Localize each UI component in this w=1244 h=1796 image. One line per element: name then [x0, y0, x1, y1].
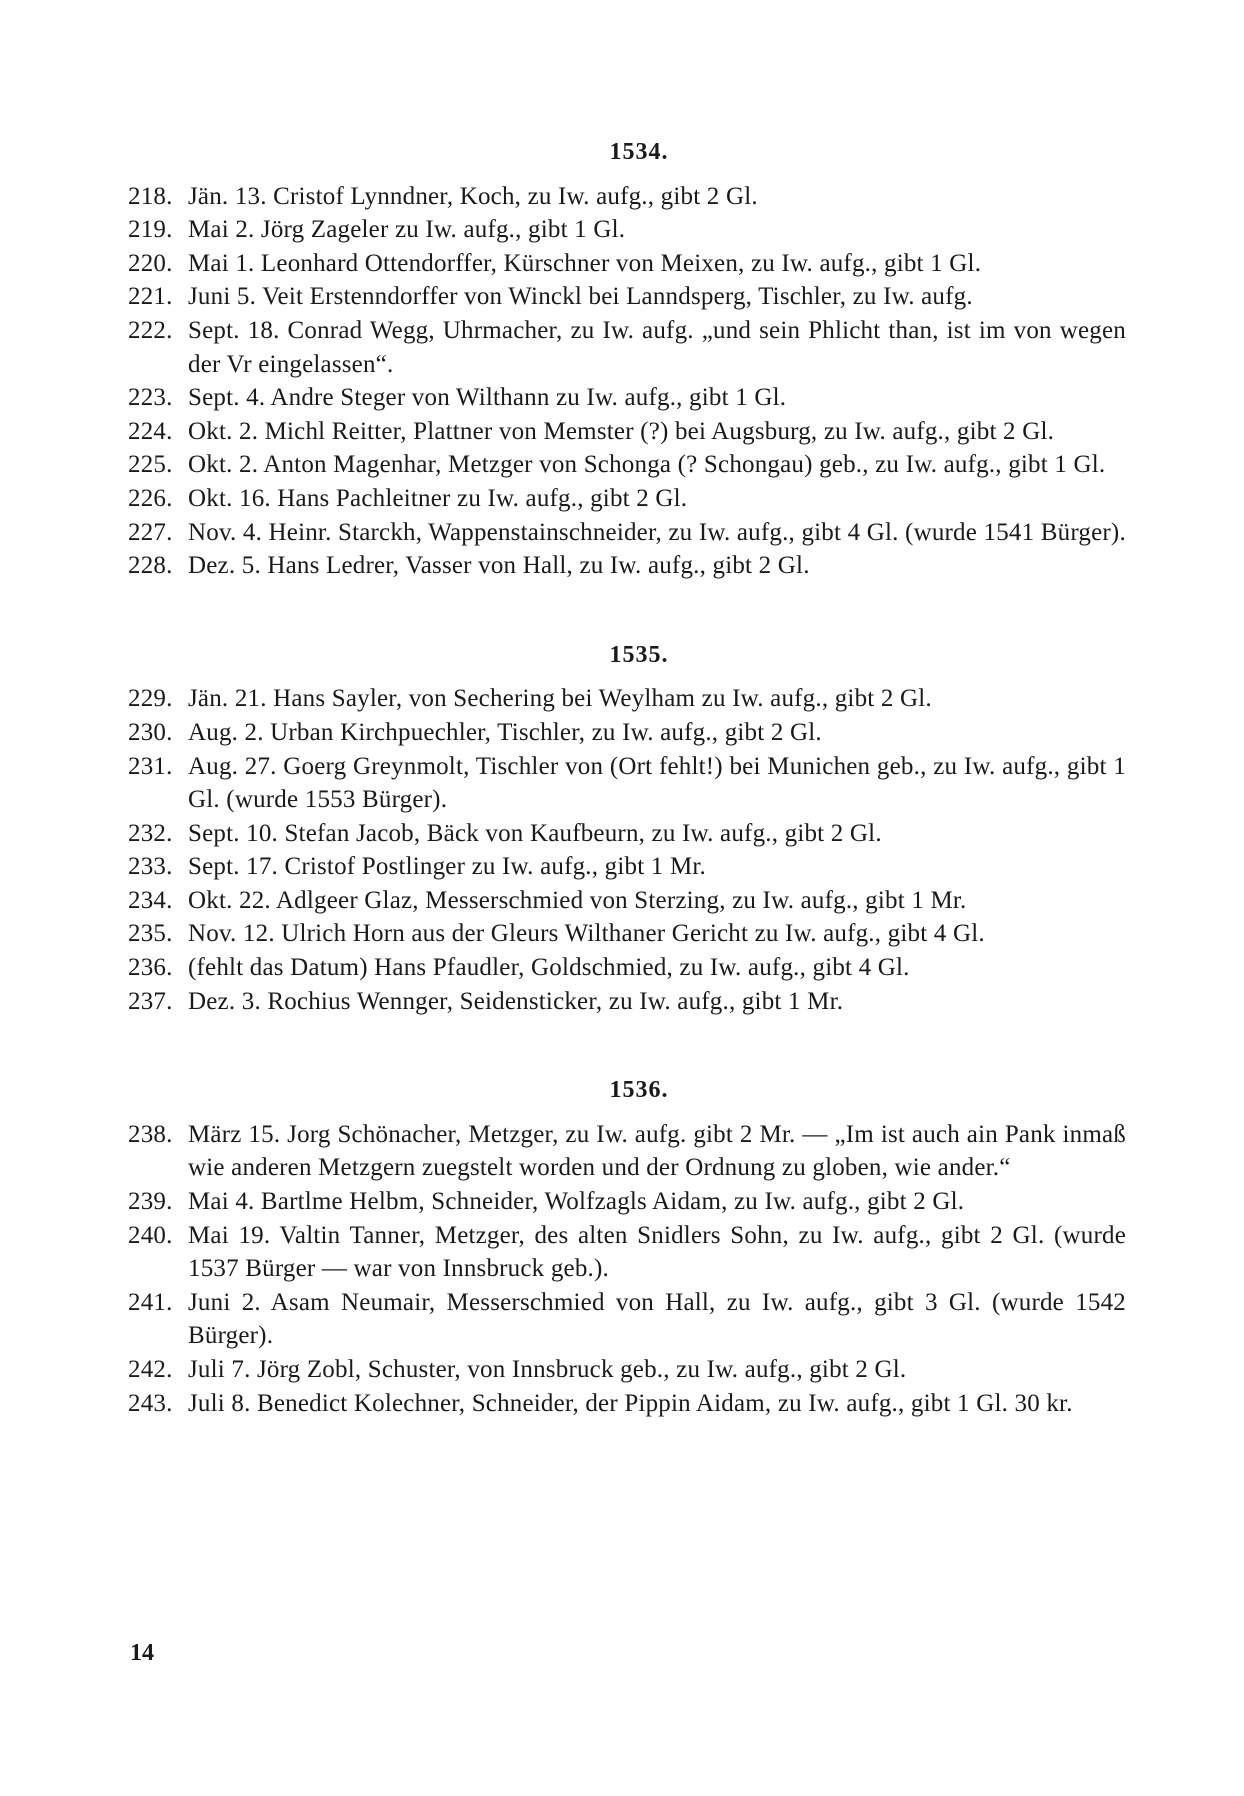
register-entry: [128, 280, 1126, 314]
entry-number: 225.: [128, 451, 173, 479]
entry-number: 235.: [128, 920, 173, 948]
entry-text: Nov. 12. Ulrich Horn aus der Gleurs Wilthaner Gericht zu Iw. aufg., gibt 4 Gl.: [188, 920, 985, 948]
entry-number: 219.: [128, 216, 173, 244]
entry-number: 227.: [128, 518, 173, 546]
entry-number: 234.: [128, 886, 173, 914]
entry-text: Sept. 4. Andre Steger von Wilthann zu Iw. aufg., gibt 1 Gl.: [188, 384, 787, 412]
entry-text: Mai 19. Valtin Tanner, Metzger, des alten Snidlers Sohn, zu Iw. aufg., gibt 2 Gl. (wurde 1537 Bürger — war von Innsbruck geb.).: [188, 1221, 1126, 1283]
entry-number: 242.: [128, 1356, 173, 1383]
register-entry: [128, 1387, 1126, 1421]
entry-number: 233.: [128, 853, 173, 881]
entry-number: 241.: [128, 1288, 173, 1316]
entry-text: Okt. 22. Adlgeer Glaz, Messerschmied von Sterzing, zu Iw. aufg., gibt 1 Mr.: [188, 886, 967, 914]
entry-text: Mai 1. Leonhard Ottendorffer, Kürschner von Meixen, zu Iw. aufg., gibt 1 Gl.: [188, 249, 982, 277]
entry-number: 232.: [128, 819, 173, 847]
entry-text: Okt. 16. Hans Pachleitner zu Iw. aufg., gibt 2 Gl.: [188, 484, 688, 512]
register-entry: [128, 381, 1126, 415]
entry-text: Aug. 27. Goerg Greynmolt, Tischler von (Ort fehlt!) bei Munichen geb., zu Iw. aufg., gibt 1 Gl. (wurde 1553 Bürger).: [188, 752, 1126, 814]
entry-number: 222.: [128, 316, 173, 344]
entry-text: Mai 2. Jörg Zageler zu Iw. aufg., gibt 1 Gl.: [188, 216, 626, 244]
register-entry: [128, 1118, 1126, 1185]
entry-number: 231.: [128, 752, 173, 780]
entry-text: Sept. 17. Cristof Postlinger zu Iw. aufg., gibt 1 Mr.: [188, 853, 706, 881]
entry-text: Okt. 2. Michl Reitter, Plattner von Memster (?) bei Augsburg, zu Iw. aufg., gibt 2 Gl.: [188, 417, 1055, 445]
entry-text: Jän. 13. Cristof Lynndner, Koch, zu Iw. aufg., gibt 2 Gl.: [188, 182, 758, 210]
year-heading: 1536.: [609, 1077, 669, 1104]
register-entry: [128, 985, 1126, 1019]
register-entry: [128, 951, 1126, 985]
register-entry: [128, 1286, 1126, 1353]
register-entry: [128, 817, 1126, 851]
entry-text: Aug. 2. Urban Kirchpuechler, Tischler, zu Iw. aufg., gibt 2 Gl.: [188, 718, 822, 746]
entry-text: Dez. 3. Rochius Wennger, Seidensticker, zu Iw. aufg., gibt 1 Mr.: [188, 987, 844, 1015]
year-section-1536: [128, 1074, 1126, 1420]
entry-text: Dez. 5. Hans Ledrer, Vasser von Hall, zu Iw. aufg., gibt 2 Gl.: [188, 552, 810, 580]
entry-text: Jän. 21. Hans Sayler, von Sechering bei Weylham zu Iw. aufg., gibt 2 Gl.: [188, 685, 932, 713]
entry-text: Sept. 10. Stefan Jacob, Bäck von Kaufbeurn, zu Iw. aufg., gibt 2 Gl.: [188, 819, 882, 847]
register-entry: [128, 247, 1126, 281]
register-entry: [128, 850, 1126, 884]
entry-number: 229.: [128, 685, 173, 713]
entry-number: 221.: [128, 283, 173, 311]
register-entry: [128, 716, 1126, 750]
entry-number: 238.: [128, 1120, 173, 1148]
register-text: [128, 136, 1126, 1420]
register-entry: [128, 682, 1126, 716]
register-entry: [128, 1185, 1126, 1219]
entry-text: Sept. 18. Conrad Wegg, Uhrmacher, zu Iw. aufg. „und sein Phlicht than, ist im von wegen der Vr eingelassen“.: [188, 316, 1126, 378]
entry-number: 239.: [128, 1188, 173, 1216]
register-entry: [128, 516, 1126, 550]
entry-number: 228.: [128, 552, 173, 580]
entry-number: 230.: [128, 718, 173, 746]
entry-text: Juni 5. Veit Erstenndorffer von Winckl bei Lanndsperg, Tischler, zu Iw. aufg.: [188, 283, 973, 311]
entry-number: 218.: [128, 182, 173, 210]
entry-text: März 15. Jorg Schönacher, Metzger, zu Iw. aufg. gibt 2 Mr. — „Im ist auch ain Pank inmaß wie anderen Metzgern zuegstelt worden und der Ordnung zu globen, wie ander.“: [188, 1120, 1126, 1182]
entry-number: 224.: [128, 417, 173, 445]
year-section-1534: [128, 136, 1126, 583]
entry-text: Juni 2. Asam Neumair, Messerschmied von Hall, zu Iw. aufg., gibt 3 Gl. (wurde 1542 Bürger).: [188, 1288, 1126, 1350]
entry-number: 226.: [128, 484, 173, 512]
register-entry: [128, 180, 1126, 214]
entry-text: Juli 8. Benedict Kolechner, Schneider, der Pippin Aidam, zu Iw. aufg., gibt 1 Gl. 30 kr.: [188, 1389, 1073, 1417]
entry-number: 220.: [128, 249, 173, 277]
register-entry: [128, 1219, 1126, 1286]
entry-number: 223.: [128, 384, 173, 412]
entry-text: (fehlt das Datum) Hans Pfaudler, Goldschmied, zu Iw. aufg., gibt 4 Gl.: [188, 954, 910, 982]
year-section-1535: [128, 639, 1126, 1019]
register-entry: [128, 884, 1126, 918]
entry-text: Okt. 2. Anton Magenhar, Metzger von Schonga (? Schongau) geb., zu Iw. aufg., gibt 1 Gl.: [188, 451, 1106, 479]
register-entry: [128, 750, 1126, 817]
register-entry: [128, 549, 1126, 583]
register-entry: [128, 917, 1126, 951]
register-entry: [128, 213, 1126, 247]
entry-number: 240.: [128, 1221, 173, 1249]
page-number: 14: [130, 1640, 154, 1666]
year-heading: 1535.: [609, 641, 669, 668]
entry-number: 236.: [128, 954, 173, 982]
register-entry: [128, 1353, 1126, 1387]
entry-text: Nov. 4. Heinr. Starckh, Wappenstainschneider, zu Iw. aufg., gibt 4 Gl. (wurde 1541 Bürger).: [188, 518, 1126, 546]
register-entry: [128, 482, 1126, 516]
entry-text: Juli 7. Jörg Zobl, Schuster, von Innsbruck geb., zu Iw. aufg., gibt 2 Gl.: [188, 1356, 907, 1383]
entry-text: Mai 4. Bartlme Helbm, Schneider, Wolfzagls Aidam, zu Iw. aufg., gibt 2 Gl.: [188, 1188, 965, 1216]
year-heading: 1534.: [609, 139, 669, 165]
entry-number: 237.: [128, 987, 173, 1015]
register-entry: [128, 314, 1126, 381]
register-entry: [128, 415, 1126, 449]
entry-number: 243.: [128, 1389, 173, 1417]
register-entry: [128, 448, 1126, 482]
